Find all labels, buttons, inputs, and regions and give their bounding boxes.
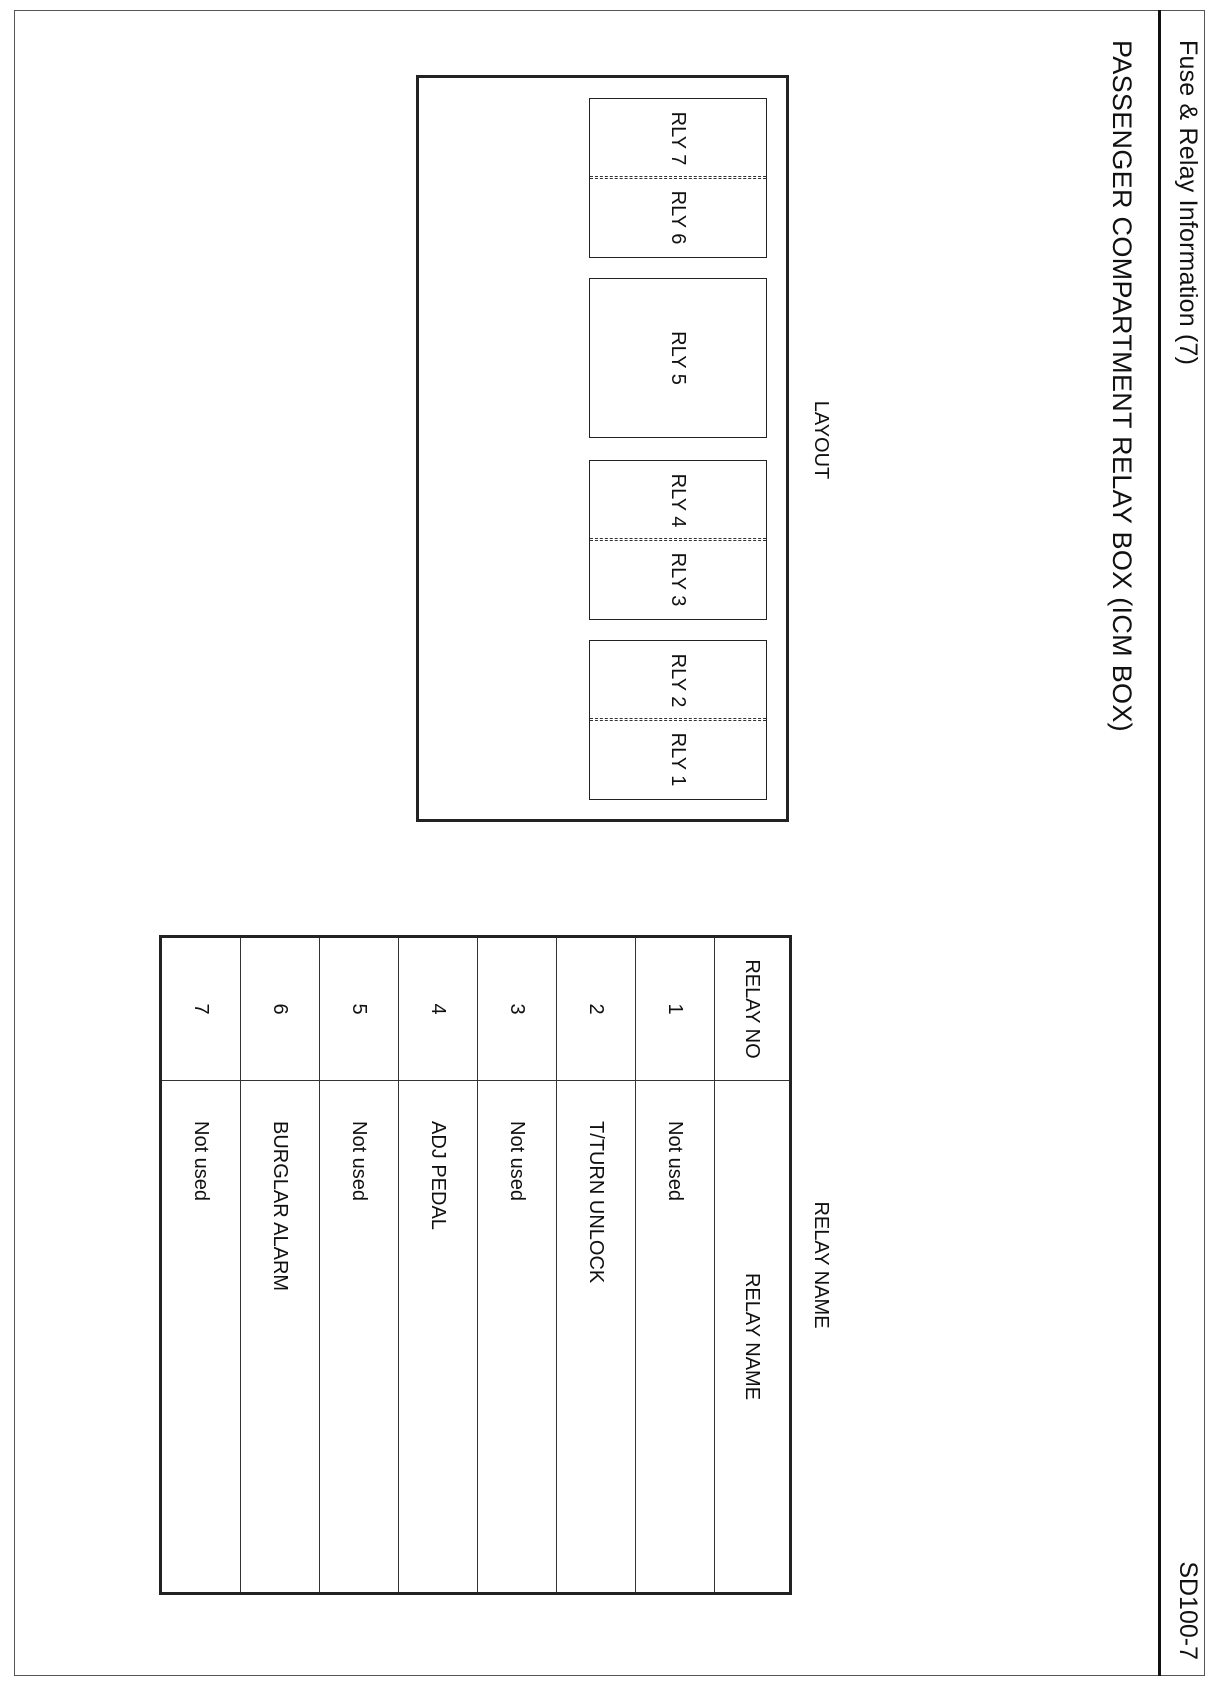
relay-slot-7-6: [589, 98, 767, 258]
relay-slot-4-3: [589, 460, 767, 620]
relay-name-cell: Not used: [636, 1081, 715, 1594]
relay-slot-label: RLY 6: [667, 190, 690, 245]
relay-slot-label: RLY 3: [667, 552, 690, 607]
table-row: [636, 937, 715, 1594]
relay-no-cell: 5: [320, 937, 399, 1081]
relay-slot-label: RLY 1: [667, 732, 690, 787]
table-row: [399, 937, 478, 1594]
table-row: [478, 937, 557, 1594]
relay-no-cell: 6: [241, 937, 320, 1081]
relay-no-cell: 2: [557, 937, 636, 1081]
relay-no-cell: 1: [636, 937, 715, 1081]
header-divider: [1158, 10, 1161, 1676]
relay-no-cell: 4: [399, 937, 478, 1081]
relay-slot-label: RLY 2: [667, 653, 690, 708]
relay-name-cell: T/TURN UNLOCK: [557, 1081, 636, 1594]
column-header-relay-name: RELAY NAME: [715, 1081, 791, 1594]
page-header-title: Fuse & Relay Information (7): [1174, 40, 1202, 366]
layout-label: LAYOUT: [810, 400, 832, 480]
relay-name-cell: Not used: [161, 1081, 241, 1594]
table-row: [557, 937, 636, 1594]
page-code: SD100-7: [1174, 1561, 1202, 1660]
table-row: [241, 937, 320, 1594]
relay-no-cell: 7: [161, 937, 241, 1081]
relay-no-cell: 3: [478, 937, 557, 1081]
relay-slot-5: [589, 278, 767, 438]
table-row: [161, 937, 241, 1594]
relay-name-cell: BURGLAR ALARM: [241, 1081, 320, 1594]
relay-table: [159, 935, 792, 1595]
relay-slot-2-1: [589, 640, 767, 800]
relay-name-cell: ADJ PEDAL: [399, 1081, 478, 1594]
relay-name-cell: Not used: [478, 1081, 557, 1594]
table-header-row: [715, 937, 791, 1594]
section-title: PASSENGER COMPARTMENT RELAY BOX (ICM BOX): [1107, 40, 1137, 732]
relay-slot-label: RLY 5: [667, 331, 690, 385]
relay-slot-label: RLY 7: [667, 111, 690, 166]
relay-slot-label: RLY 4: [667, 473, 690, 528]
relay-table-title: RELAY NAME: [810, 1201, 832, 1329]
relay-name-cell: Not used: [320, 1081, 399, 1594]
column-header-relay-no: RELAY NO: [715, 937, 791, 1081]
table-row: [320, 937, 399, 1594]
